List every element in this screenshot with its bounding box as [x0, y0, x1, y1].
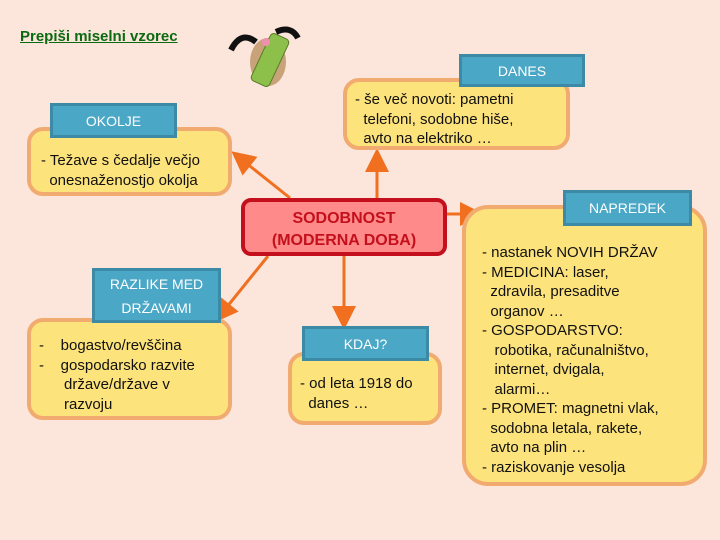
- napredek-box: - nastanek NOVIH DRŽAV - MEDICINA: laser, zdravila, presaditve organov … - GOSPODARSTVO: robotika, računalništvo, internet, dvigala, alarmi… - PROMET: magnetni vlak, sodobna letala, rakete, avto na plin … - raziskovanje vesolja: [462, 205, 707, 486]
- central-node: SODOBNOST (MODERNA DOBA): [241, 198, 447, 256]
- danes-box: [343, 78, 570, 150]
- arrow-to-razlike: [218, 256, 268, 318]
- kdaj-header: KDAJ?: [302, 326, 429, 361]
- page-title[interactable]: Prepiši miselni vzorec: [20, 28, 178, 45]
- okolje-header: OKOLJE: [50, 103, 177, 138]
- arrow-to-okolje: [236, 155, 290, 198]
- kdaj-box: - od leta 1918 do danes …: [288, 352, 442, 425]
- razlike-box: - bogastvo/revščina - gospodarsko razvite države/države v razvoju: [27, 318, 232, 420]
- razlike-header: RAZLIKE MED DRŽAVAMI: [92, 268, 221, 323]
- danes-header: DANES: [459, 54, 585, 87]
- danes-text: - še več novoti: pametni telefoni, sodobne hiše, avto na elektriko …: [355, 91, 514, 147]
- okolje-box: - Težave s čedalje večjo onesnaženostjo okolja: [27, 127, 232, 196]
- napredek-header: NAPREDEK: [563, 190, 692, 226]
